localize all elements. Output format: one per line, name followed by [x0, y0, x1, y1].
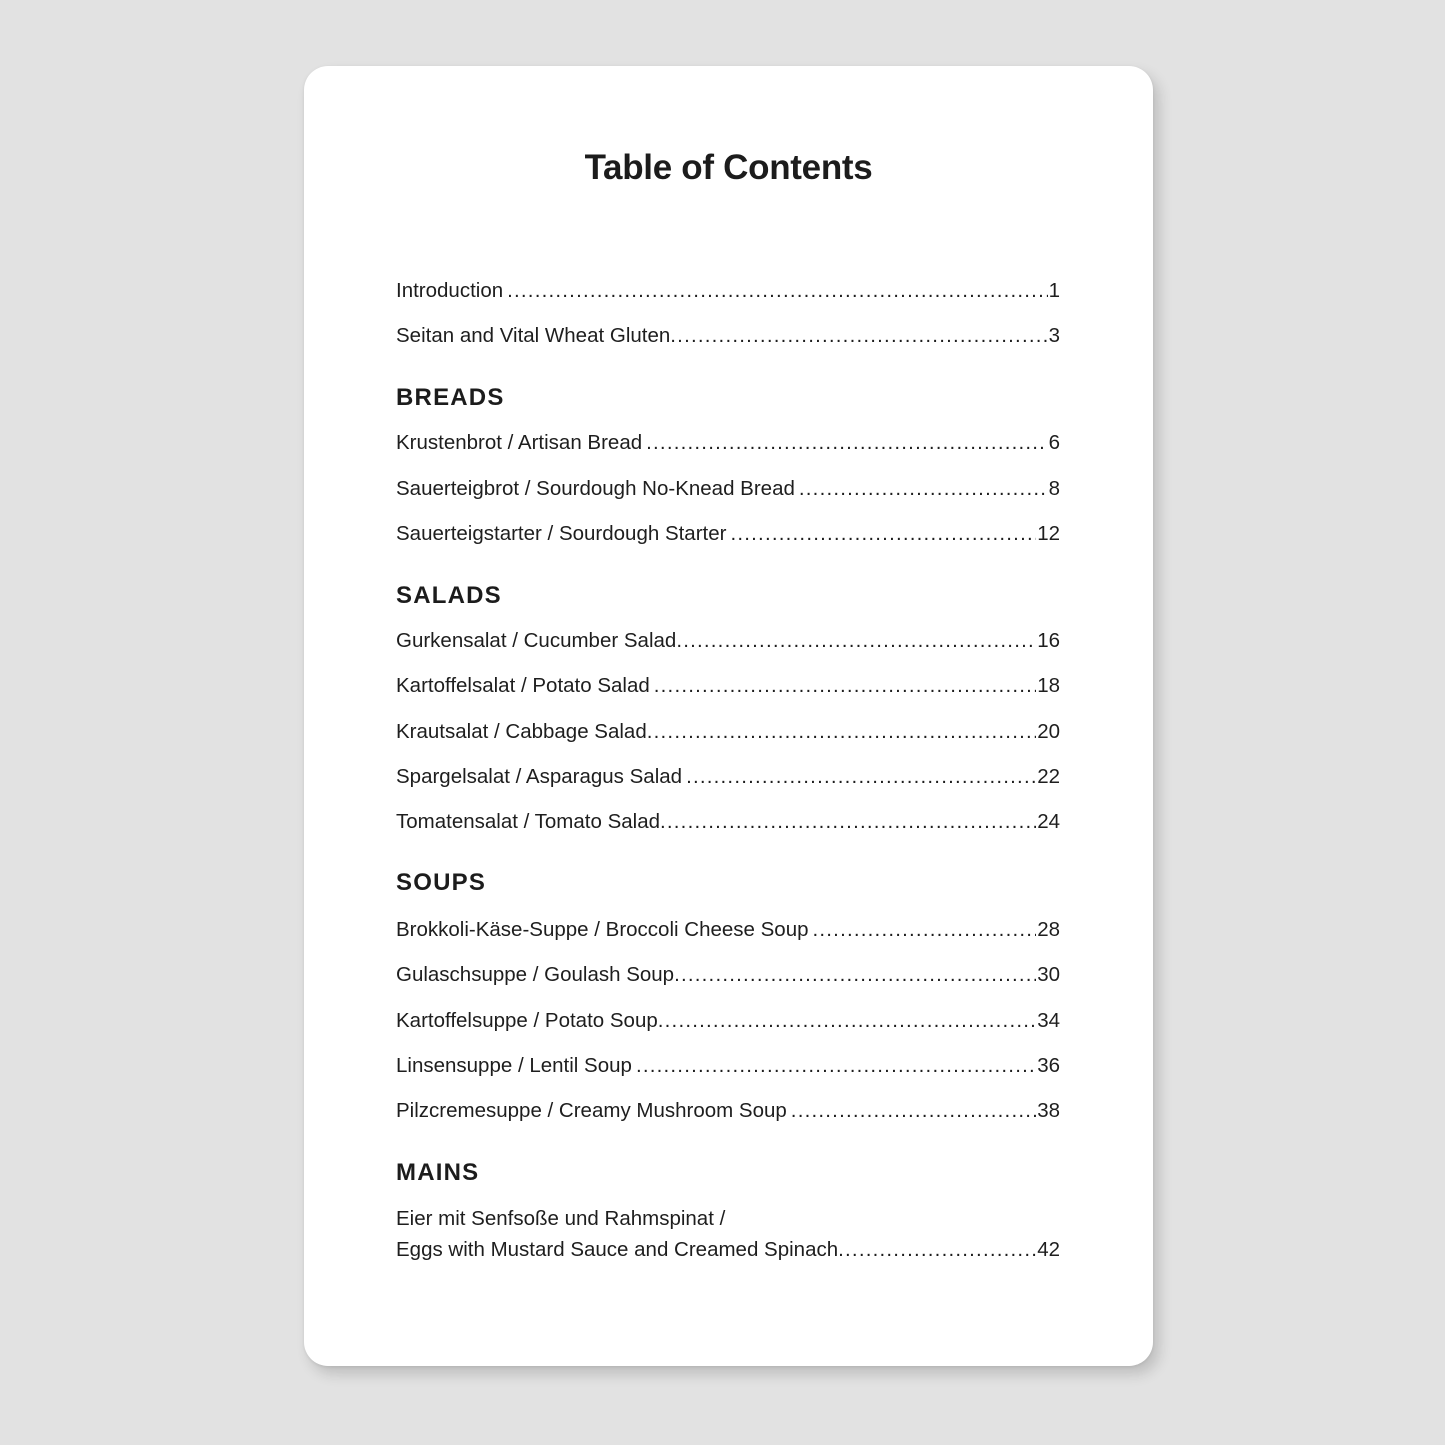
toc-entry[interactable]: [396, 960, 1060, 990]
section-heading-soups: SOUPS: [396, 869, 487, 896]
entry-page-number: 42: [1037, 1238, 1060, 1261]
toc-entry[interactable]: [396, 1235, 1060, 1265]
dot-leader: [647, 717, 1036, 747]
entry-page-number: 24: [1037, 810, 1060, 833]
entry-page-number: 12: [1037, 522, 1060, 545]
toc-entry-introduction[interactable]: [396, 276, 1060, 306]
toc-entry[interactable]: [396, 717, 1060, 747]
entry-page-number: 8: [1048, 477, 1060, 500]
toc-entry[interactable]: [396, 915, 1060, 945]
dot-leader: [676, 626, 1036, 656]
toc-entry[interactable]: [396, 474, 1060, 504]
entry-page-number: 36: [1037, 1054, 1060, 1077]
entry-label: Linsensuppe / Lentil Soup: [396, 1054, 632, 1077]
dot-leader: [658, 1006, 1036, 1036]
dot-leader: [730, 519, 1036, 549]
entry-page-number: 6: [1048, 431, 1060, 454]
entry-page-number: 16: [1037, 629, 1060, 652]
dot-leader: [686, 762, 1036, 792]
entry-label: Pilzcremesuppe / Creamy Mushroom Soup: [396, 1099, 787, 1122]
entry-label: Krautsalat / Cabbage Salad: [396, 720, 647, 743]
entry-label: Kartoffelsuppe / Potato Soup: [396, 1009, 658, 1032]
entry-page-number: 22: [1037, 765, 1060, 788]
dot-leader: [507, 276, 1047, 306]
toc-entry[interactable]: [396, 1096, 1060, 1126]
toc-entry[interactable]: [396, 762, 1060, 792]
entry-page-number: 3: [1048, 324, 1060, 347]
dot-leader: [674, 960, 1036, 990]
dot-leader: [646, 428, 1047, 458]
section-heading-salads: SALADS: [396, 582, 502, 609]
entry-label: Gurkensalat / Cucumber Salad: [396, 629, 677, 652]
dot-leader: [670, 321, 1047, 351]
entry-label: Gulaschsuppe / Goulash Soup: [396, 963, 675, 986]
dot-leader: [838, 1235, 1036, 1265]
dot-leader: [791, 1096, 1036, 1126]
entry-label: Sauerteigbrot / Sourdough No-Knead Bread: [396, 477, 795, 500]
entry-page-number: 1: [1048, 279, 1060, 302]
toc-entry[interactable]: [396, 671, 1060, 701]
toc-entry[interactable]: [396, 807, 1060, 837]
entry-label: Tomatensalat / Tomato Salad: [396, 810, 660, 833]
entry-label: Spargelsalat / Asparagus Salad: [396, 765, 683, 788]
toc-entry[interactable]: [396, 519, 1060, 549]
section-heading-mains: MAINS: [396, 1159, 480, 1186]
toc-page-card: [304, 66, 1153, 1366]
entry-page-number: 20: [1037, 720, 1060, 743]
toc-entry[interactable]: [396, 626, 1060, 656]
entry-page-number: 34: [1037, 1009, 1060, 1032]
entry-label: Brokkoli-Käse-Suppe / Broccoli Cheese Soup: [396, 918, 809, 941]
entry-label: Introduction: [396, 279, 504, 302]
entry-label-line-1[interactable]: Eier mit Senfsoße und Rahmspinat /: [396, 1207, 726, 1230]
entry-label: Seitan and Vital Wheat Gluten: [396, 324, 671, 347]
entry-label: Kartoffelsalat / Potato Salad: [396, 674, 650, 697]
dot-leader: [799, 474, 1048, 504]
toc-entry[interactable]: [396, 1006, 1060, 1036]
dot-leader: [660, 807, 1036, 837]
entry-page-number: 18: [1037, 674, 1060, 697]
entry-label: Krustenbrot / Artisan Bread: [396, 431, 643, 454]
page-title: Table of Contents: [584, 148, 873, 187]
dot-leader: [636, 1051, 1036, 1081]
entry-page-number: 30: [1037, 963, 1060, 986]
entry-label: Sauerteigstarter / Sourdough Starter: [396, 522, 727, 545]
toc-entry[interactable]: [396, 1051, 1060, 1081]
dot-leader: [813, 915, 1037, 945]
entry-page-number: 28: [1037, 918, 1060, 941]
section-heading-breads: BREADS: [396, 384, 505, 411]
entry-label: Eggs with Mustard Sauce and Creamed Spinach: [396, 1238, 839, 1261]
dot-leader: [654, 671, 1036, 701]
toc-entry[interactable]: [396, 428, 1060, 458]
entry-page-number: 38: [1037, 1099, 1060, 1122]
toc-entry-seitan[interactable]: [396, 321, 1060, 351]
